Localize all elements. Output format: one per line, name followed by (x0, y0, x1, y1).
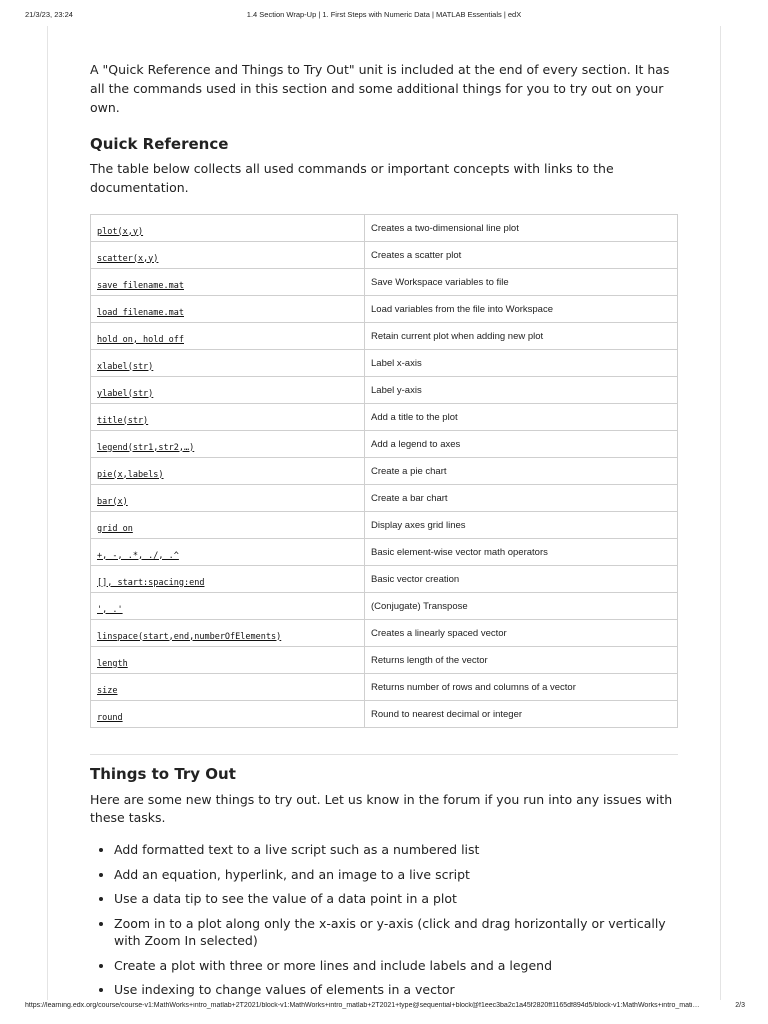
table-row (91, 323, 678, 350)
command-cell (91, 242, 365, 269)
quick-reference-table (90, 214, 678, 728)
command-cell (91, 566, 365, 593)
command-doc-link[interactable]: plot(x,y) (97, 226, 144, 237)
table-row (91, 593, 678, 620)
command-cell (91, 674, 365, 701)
command-description: Add a legend to axes (365, 431, 678, 458)
things-to-try-heading: Things to Try Out (90, 765, 236, 783)
command-cell (91, 512, 365, 539)
command-cell (91, 647, 365, 674)
command-description: Label x-axis (365, 350, 678, 377)
task-list (90, 841, 678, 999)
list-item: • Use indexing to change values of elements in a vector (114, 981, 678, 999)
command-description: Display axes grid lines (365, 512, 678, 539)
table-row (91, 485, 678, 512)
command-cell (91, 458, 365, 485)
table-row (91, 215, 678, 242)
command-description: Basic vector creation (365, 566, 678, 593)
command-doc-link[interactable]: [], start:spacing:end (97, 577, 205, 588)
command-doc-link[interactable]: round (97, 712, 123, 723)
print-header (0, 10, 768, 22)
main-content (90, 60, 678, 1006)
table-row (91, 458, 678, 485)
quick-reference-description: The table below collects all used commands or important concepts with links to the documentation. (90, 161, 614, 195)
command-description: Add a title to the plot (365, 404, 678, 431)
page-number: 2/3 (735, 1002, 745, 1009)
command-cell (91, 431, 365, 458)
command-description: Creates a linearly spaced vector (365, 620, 678, 647)
list-item: • Use a data tip to see the value of a data point in a plot (114, 890, 678, 908)
command-doc-link[interactable]: +, -, .*, ./, .^ (97, 550, 179, 561)
command-description: Round to nearest decimal or integer (365, 701, 678, 728)
page-frame-right (720, 26, 721, 1000)
command-cell (91, 701, 365, 728)
command-description: Load variables from the file into Workspace (365, 296, 678, 323)
command-doc-link[interactable]: linspace(start,end,numberOfElements) (97, 631, 282, 642)
print-url: https://learning.edx.org/course/course-v1:MathWorks+intro_matlab+2T2021/block-v1:MathWorks+intro_matlab+2T2021+type@sequential+block@f1eec3ba2c1a45f2820ff1165df894d5/block-v1:MathWorks+intro_mati… (25, 1002, 700, 1009)
command-doc-link[interactable]: length (97, 658, 128, 669)
command-description: Creates a two-dimensional line plot (365, 215, 678, 242)
print-date: 21/3/23, 23:24 (25, 10, 73, 19)
table-row (91, 269, 678, 296)
command-cell (91, 323, 365, 350)
command-description: Returns number of rows and columns of a vector (365, 674, 678, 701)
command-description: Creates a scatter plot (365, 242, 678, 269)
command-doc-link[interactable]: grid on (97, 523, 133, 534)
command-doc-link[interactable]: title(str) (97, 415, 149, 426)
quick-reference-heading: Quick Reference (90, 135, 229, 153)
command-description: Create a pie chart (365, 458, 678, 485)
print-footer (25, 1002, 745, 1014)
command-description: Save Workspace variables to file (365, 269, 678, 296)
table-row (91, 242, 678, 269)
command-description: (Conjugate) Transpose (365, 593, 678, 620)
command-description: Returns length of the vector (365, 647, 678, 674)
table-row (91, 512, 678, 539)
things-to-try-intro: Here are some new things to try out. Let us know in the forum if you run into any issues with these tasks. (90, 792, 673, 825)
command-doc-link[interactable]: ', .' (97, 604, 123, 615)
command-cell (91, 485, 365, 512)
command-doc-link[interactable]: pie(x,labels) (97, 469, 164, 480)
command-cell (91, 350, 365, 377)
table-row (91, 539, 678, 566)
table-row (91, 674, 678, 701)
list-item: • Zoom in to a plot along only the x-axis or y-axis (click and drag horizontally or vertically with Zoom In selected) (114, 915, 678, 950)
command-cell (91, 215, 365, 242)
command-doc-link[interactable]: load filename.mat (97, 307, 184, 318)
intro-text: A "Quick Reference and Things to Try Out" unit is included at the end of every section. It has all the commands used in this section and some additional things for you to try out on your own. (90, 62, 670, 115)
command-doc-link[interactable]: legend(str1,str2,…) (97, 442, 195, 453)
command-cell (91, 296, 365, 323)
command-cell (91, 620, 365, 647)
table-row (91, 404, 678, 431)
command-doc-link[interactable]: ylabel(str) (97, 388, 154, 399)
command-doc-link[interactable]: size (97, 685, 118, 696)
command-description: Label y-axis (365, 377, 678, 404)
list-item: • Add formatted text to a live script such as a numbered list (114, 841, 678, 859)
table-row (91, 296, 678, 323)
list-item: • Create a plot with three or more lines and include labels and a legend (114, 957, 678, 975)
command-description: Create a bar chart (365, 485, 678, 512)
command-doc-link[interactable]: hold on, hold off (97, 334, 184, 345)
table-row (91, 701, 678, 728)
command-doc-link[interactable]: bar(x) (97, 496, 128, 507)
page-frame-left (47, 26, 48, 1000)
table-row (91, 350, 678, 377)
table-row (91, 377, 678, 404)
command-cell (91, 404, 365, 431)
command-description: Basic element-wise vector math operators (365, 539, 678, 566)
command-cell (91, 269, 365, 296)
command-cell (91, 377, 365, 404)
command-doc-link[interactable]: xlabel(str) (97, 361, 154, 372)
list-item: • Add an equation, hyperlink, and an image to a live script (114, 866, 678, 884)
table-row (91, 566, 678, 593)
table-row (91, 620, 678, 647)
section-divider (90, 754, 678, 755)
command-description: Retain current plot when adding new plot (365, 323, 678, 350)
table-row (91, 647, 678, 674)
command-doc-link[interactable]: save filename.mat (97, 280, 184, 291)
command-cell (91, 539, 365, 566)
table-row (91, 431, 678, 458)
command-doc-link[interactable]: scatter(x,y) (97, 253, 159, 264)
print-title: 1.4 Section Wrap-Up | 1. First Steps with Numeric Data | MATLAB Essentials | edX (246, 10, 522, 19)
command-cell (91, 593, 365, 620)
